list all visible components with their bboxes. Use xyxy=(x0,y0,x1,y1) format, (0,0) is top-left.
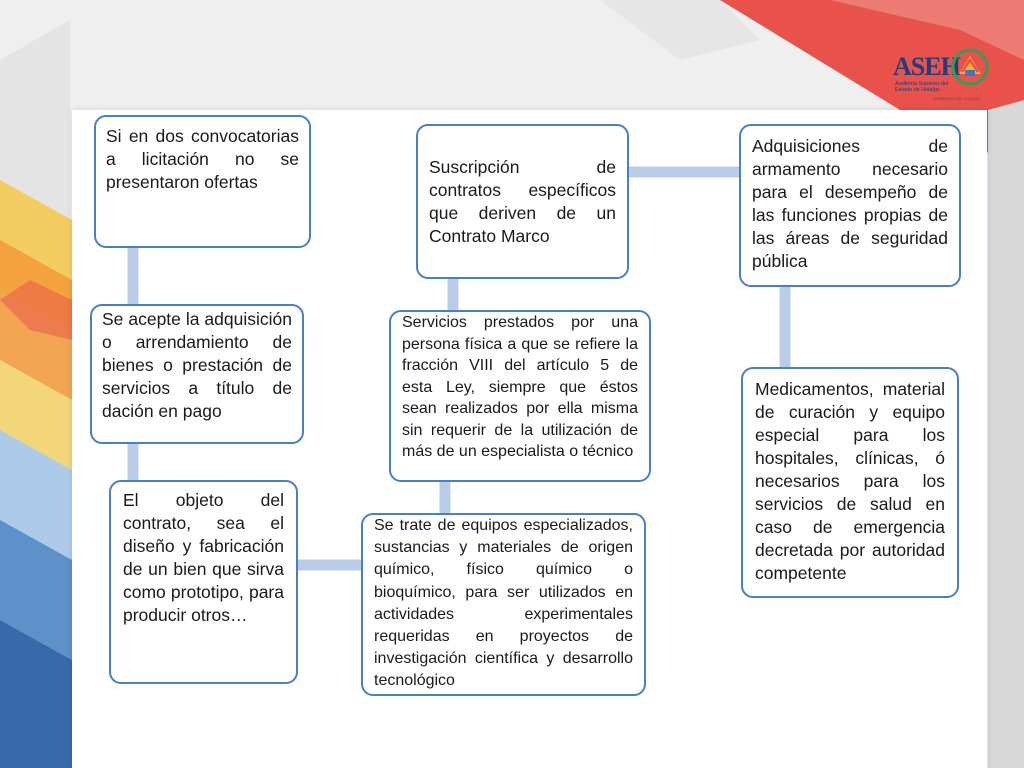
node-convocatorias: Si en dos convocatorias a licitación no se presentaron ofertas xyxy=(94,115,311,248)
node-adquisicion: Se acepte la adquisición o arrendamiento de bienes o prestación de servicios a título de dación en pago xyxy=(90,304,304,444)
aseh-logo xyxy=(893,48,989,104)
logo-tagline: GOBIERNO DEL ESTADO xyxy=(933,96,981,101)
node-armamento: Adquisiciones de armamento necesario para el desempeño de las funciones propias de las áreas de seguridad pública xyxy=(739,124,961,287)
node-medicamentos: Medicamentos, material de curación y equipo especial para los hospitales, clínicas, ó necesarios para los servicios de salud en caso de emergencia decretada por autoridad competente xyxy=(741,367,959,598)
book-emblem-icon xyxy=(951,48,989,86)
node-objeto: El objeto del contrato, sea el diseño y fabricación de un bien que sirva como prototipo, para producir otros… xyxy=(109,480,298,684)
node-servicios: Servicios prestados por una persona física a que se refiere la fracción VIII del artículo 5 de esta Ley, siempre que éstos sean realizados por ella misma sin requerir de la utilización de más de un especialista o técnico xyxy=(389,310,651,482)
logo-text: ASEH xyxy=(893,52,960,81)
node-equipos: Se trate de equipos especializados, sustancias y materiales de origen químico, físico químico o bioquímico, para ser utilizados en actividades experimentales requeridas en proyectos de investigación científica y desarrollo tecnológico xyxy=(361,513,646,696)
logo-subtitle: Auditoría Superior del Estado de Hidalgo xyxy=(895,81,949,93)
node-suscripcion: Suscripción de contratos específicos que deriven de un Contrato Marco xyxy=(416,124,629,279)
